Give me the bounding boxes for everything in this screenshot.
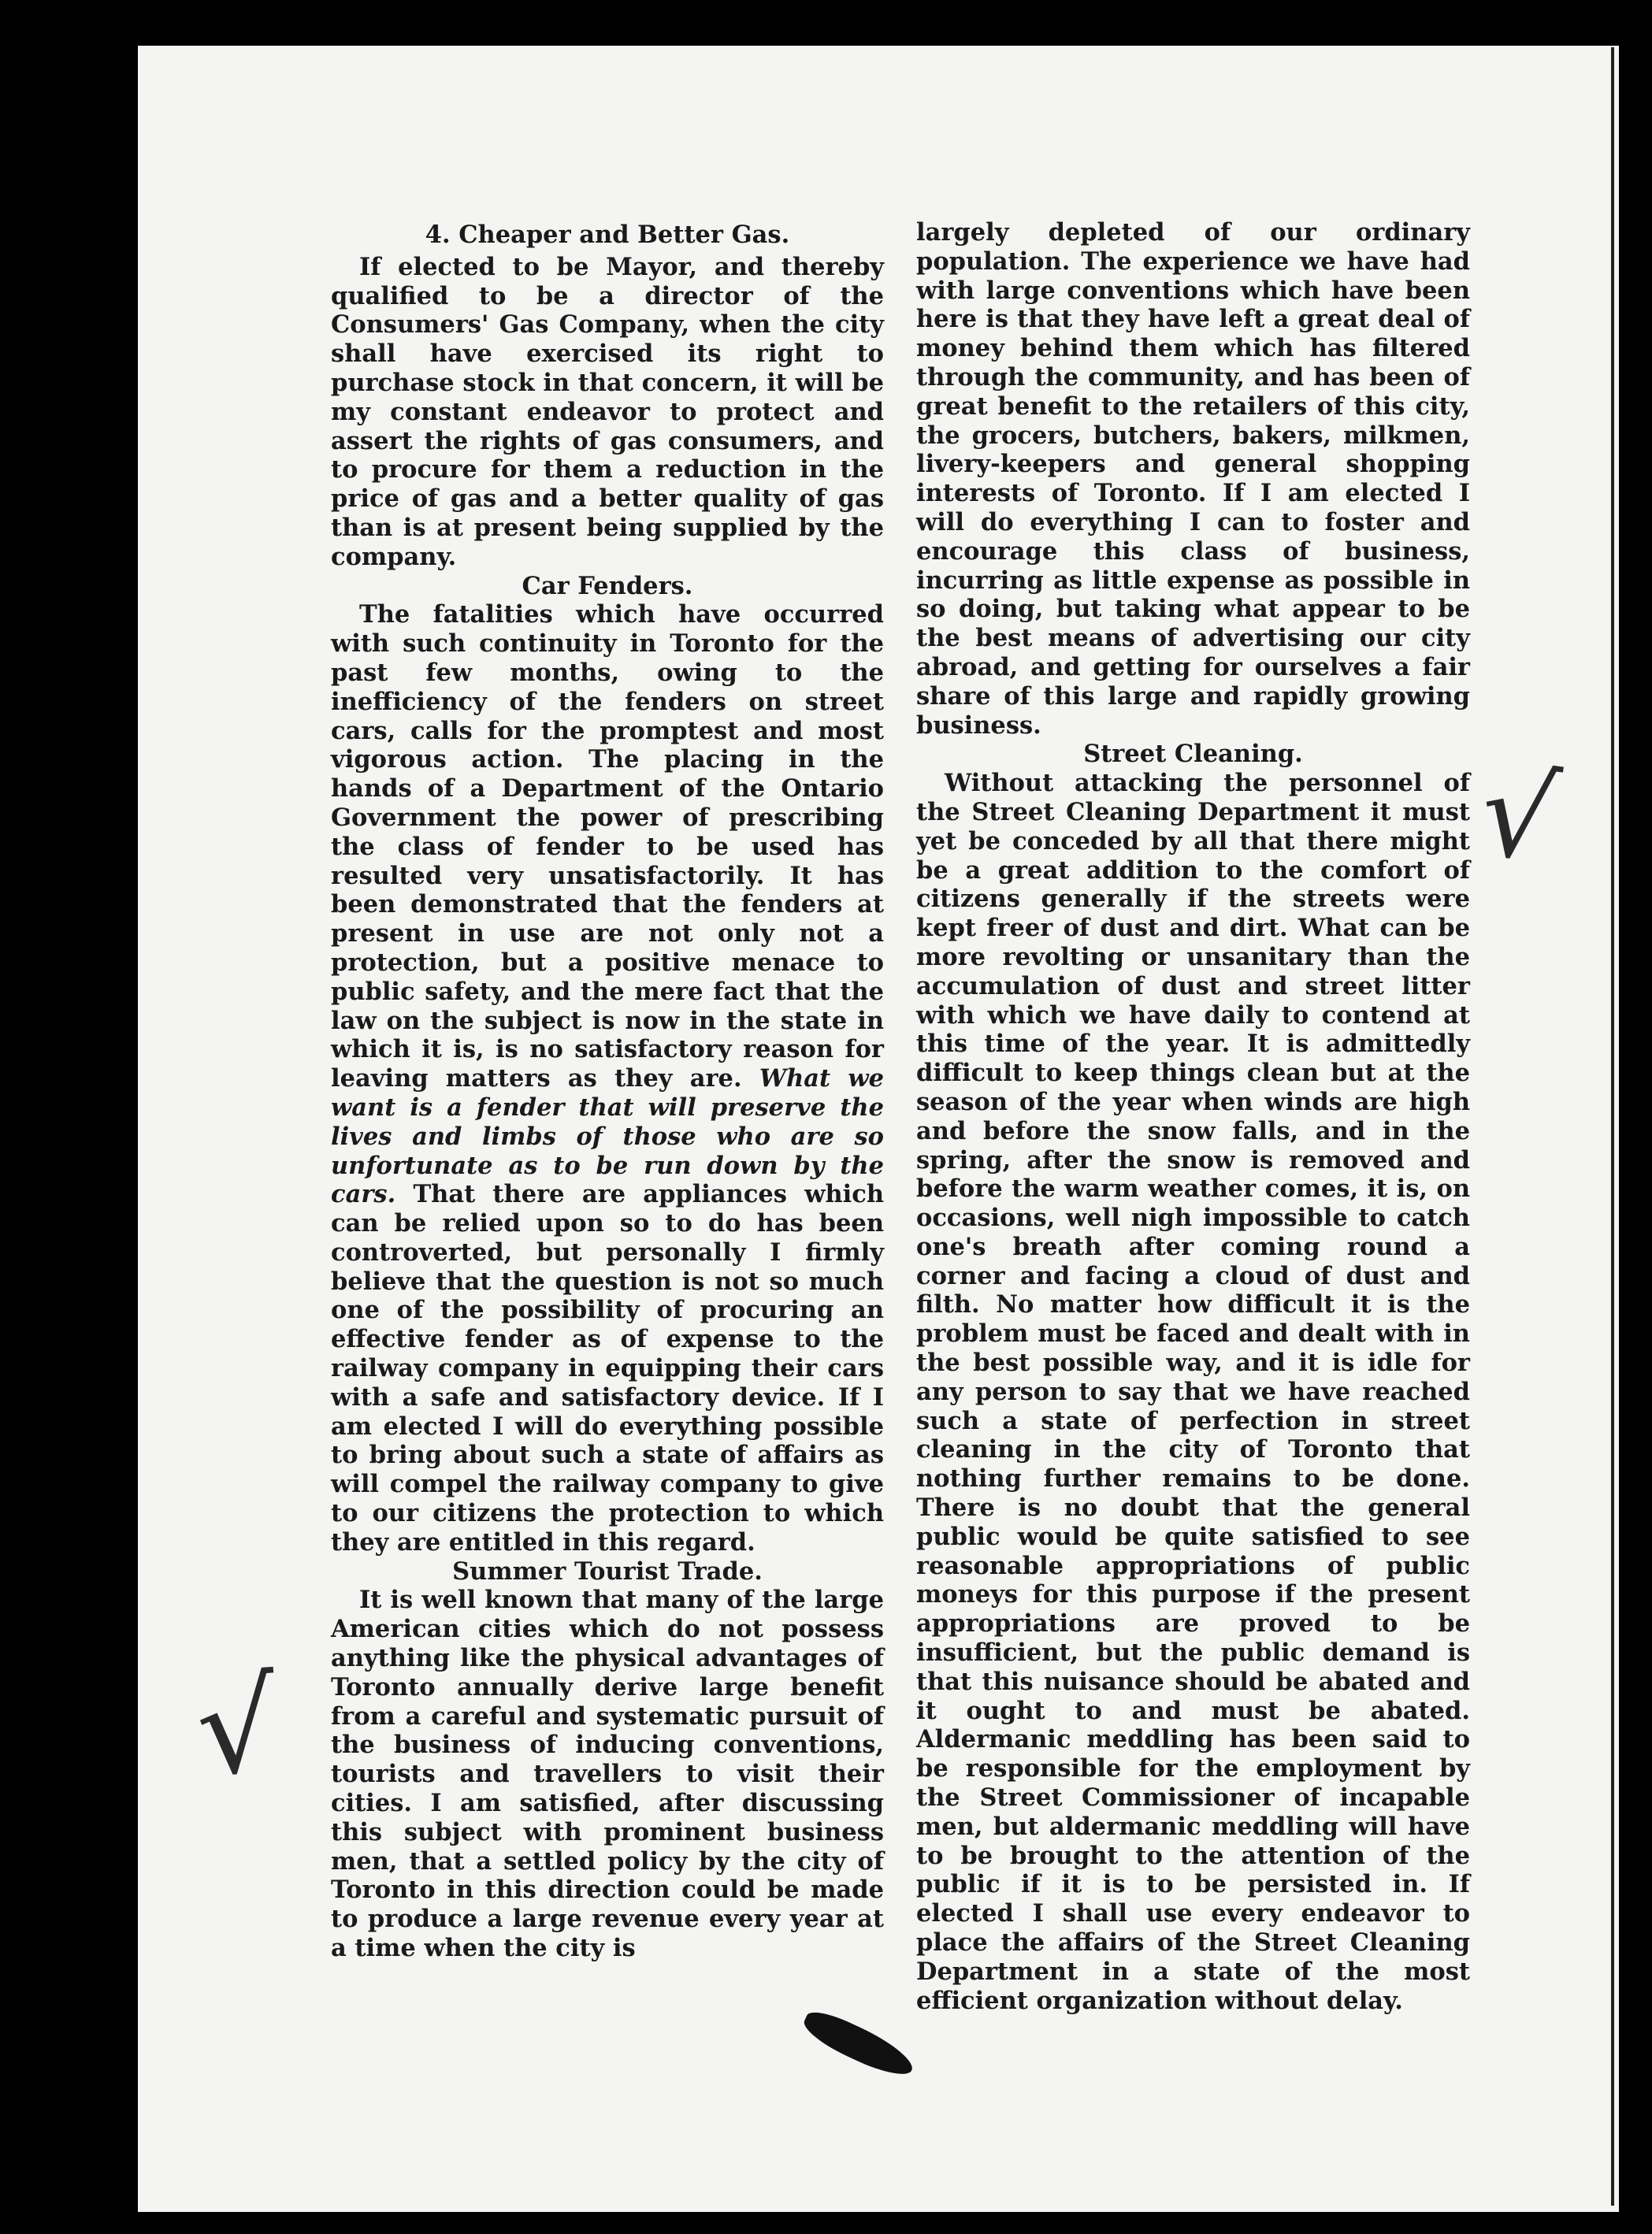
handwritten-check-mark-right: √ [1472, 744, 1566, 890]
right-column [916, 218, 1470, 2015]
handwritten-check-mark-left: √ [191, 1651, 283, 1805]
left-column [331, 221, 884, 1963]
paragraph-car-fenders-part2: That there are appliances which can be relied upon so to do has been controverted, but personally I firmly believe that the question is not so much one of the possibility of procuring an effective fender as of expense to the railway company in equipping their cars with a safe and satisfactory device. If I am elected I will do everything possible to bring about such a state of affairs as will compel the railway company to give to our citizens the protection to which they are entitled in this regard. [331, 1180, 884, 1557]
heading-cheaper-gas: 4. Cheaper and Better Gas. [425, 221, 790, 249]
paragraph-car-fenders-italic: What we want is a fender that will preserve the lives and limbs of those who are so unfortunate as to be run down by the cars. [331, 1064, 885, 1209]
paragraph-summer-tourist-trade: It is well known that many of the large American cities which do not possess anything like the physical advantages of Toronto annually derive large benefit from a careful and systematic pursuit of the business of inducing conventions, tourists and travellers to visit their cities. I am satisfied, after discussing this subject with prominent business men, that a settled policy by the city of Toronto in this direction could be made to produce a large revenue every year at a time when the city is [331, 1586, 884, 1963]
paragraph-street-cleaning: Without attacking the personnel of the Street Cleaning Department it must yet be conceded by all that there might be a great addition to the comfort of citizens generally if the streets were kept freer of dust and dirt. What can be more revolting or unsanitary than the accumulation of dust and street litter with which we have daily to contend at this time of the year. It is admittedly difficult to keep things clean but at the season of the year when winds are high and before the snow falls, and in the spring, after the snow is removed and before the warm weather comes, it is, on occasions, well nigh impossible to catch one's breath after coming round a corner and facing a cloud of dust and filth. No matter how difficult it is the problem must be faced and dealt with in the best possible way, and it is idle for any person to say that we have reached such a state of perfection in street cleaning in the city of Toronto that nothing further remains to be done. There is no doubt that the general public would be quite satisfied to see reasonable appropriations of public moneys for this purpose if the present appropriations are proved to be insufficient, but the public demand is that this nuisance should be abated and it ought to and must be abated. Aldermanic meddling has been said to be responsible for the employment by the Street Commissioner of incapable men, but aldermanic meddling will have to be brought to the attention of the public if it is to be persisted in. If elected I shall use every endeavor to place the affairs of the Street Cleaning Department in a state of the most efficient organization without delay. [916, 769, 1470, 2015]
heading-car-fenders: Car Fenders. [522, 571, 693, 600]
heading-summer-tourist-trade: Summer Tourist Trade. [452, 1557, 763, 1586]
paragraph-cheaper-gas: If elected to be Mayor, and thereby qualified to be a director of the Consumers' Gas Company, when the city shall have exercised its right to purchase stock in that concern, it will be my constant endeavor to protect and assert the rights of gas consumers, and to procure for them a reduction in the price of gas and a better quality of gas than is at present being supplied by the company. [331, 252, 884, 571]
paragraph-car-fenders [331, 600, 884, 1557]
paragraph-car-fenders-part1: The fatalities which have occurred with such continuity in Toronto for the past few months, owing to the inefficiency of the fenders on street cars, calls for the promptest and most vigorous action. The placing in the hands of a Department of the Ontario Government the power of prescribing the class of fender to be used has resulted very unsatisfactorily. It has been demonstrated that the fenders at present in use are not only not a protection, but a positive menace to public safety, and the mere fact that the law on the subject is now in the state in which it is, is no satisfactory reason for leaving matters as they are. [331, 600, 884, 1093]
heading-street-cleaning: Street Cleaning. [1083, 740, 1303, 769]
paragraph-tourist-continued: largely depleted of our ordinary population. The experience we have had with large conventions which have been here is that they have left a great deal of money behind them which has filtered through the community, and has been of great benefit to the retailers of this city, the grocers, butchers, bakers, milkmen, livery-keepers and general shopping interests of Toronto. If I am elected I will do everything I can to foster and encourage this class of business, incurring as little expense as possible in so doing, but taking what appear to be the best means of advertising our city abroad, and getting for ourselves a fair share of this large and rapidly growing business. [916, 218, 1470, 740]
page-edge-line [1611, 47, 1614, 2206]
